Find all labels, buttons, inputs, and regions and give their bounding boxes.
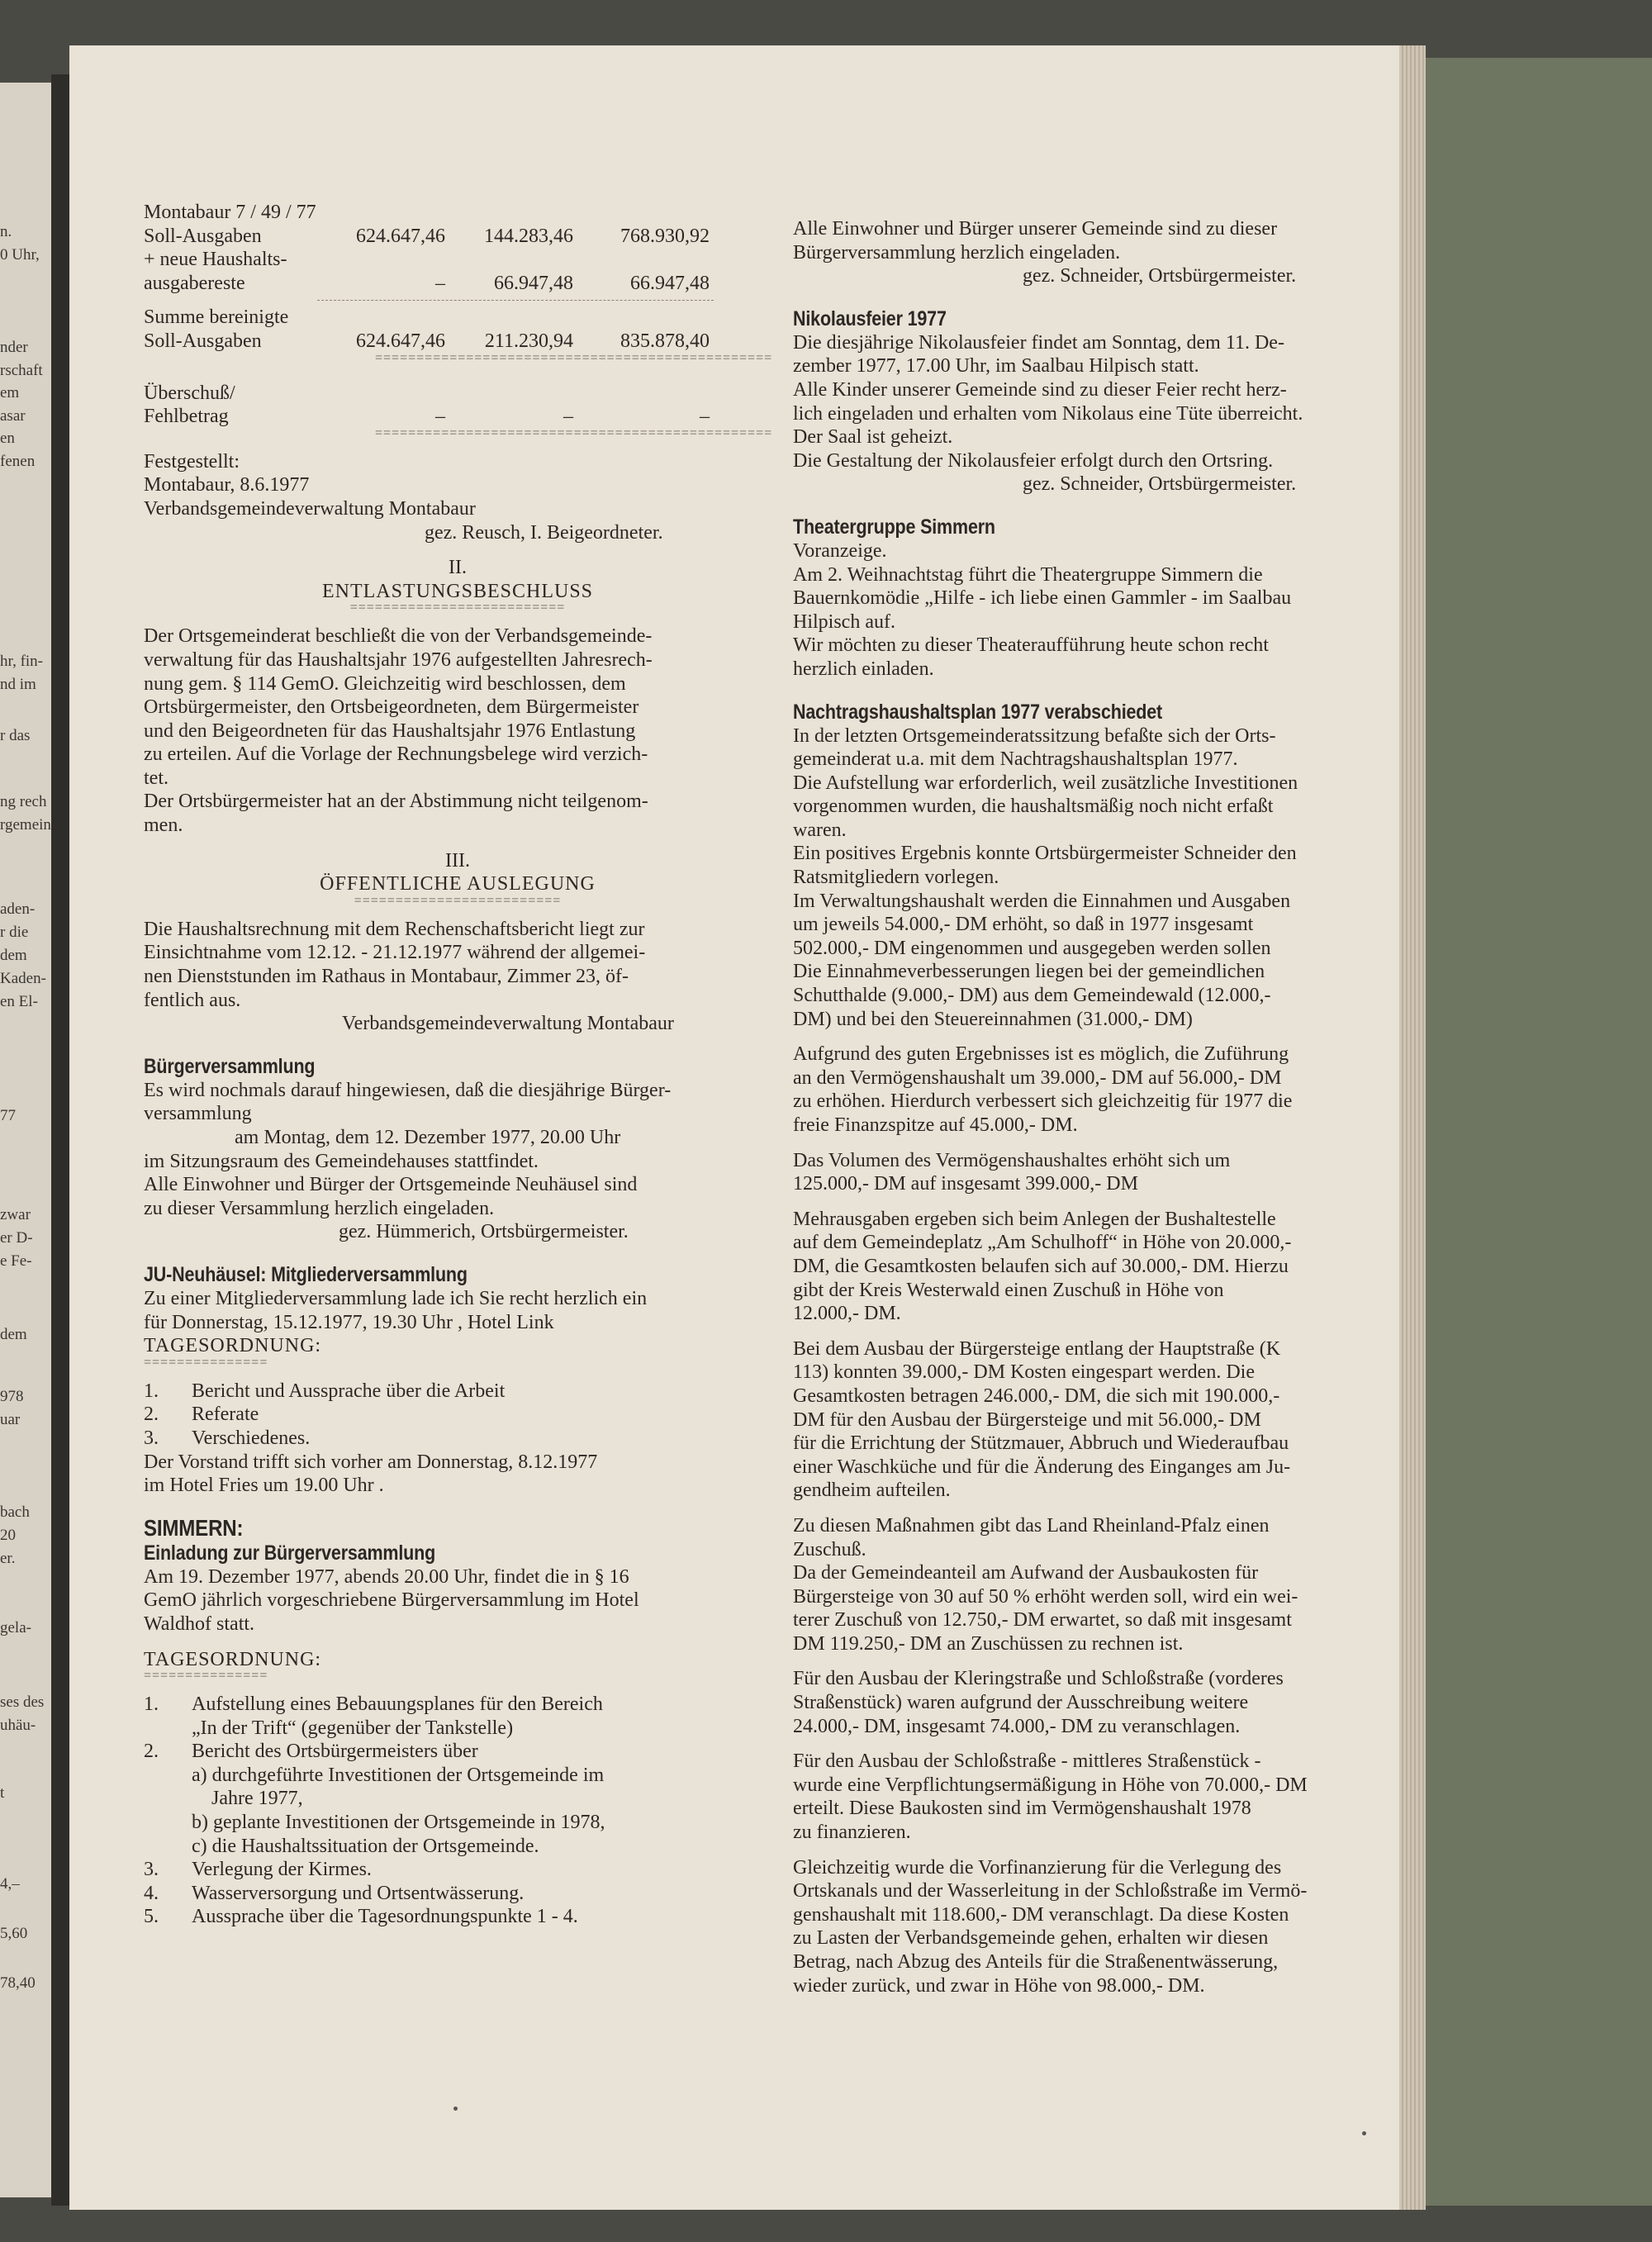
nachtrag-line: freie Finanzspitze auf 45.000,- DM. bbox=[793, 1114, 1078, 1136]
simmern-agenda-item bbox=[144, 1811, 771, 1835]
theater-line: Bauernkomödie „Hilfe - ich liebe einen Gammler - im Saalbau bbox=[793, 587, 1292, 610]
festgestellt-label: Festgestellt: bbox=[144, 450, 240, 473]
previous-page-fragment: 20 bbox=[0, 1527, 16, 1544]
auslegung-text bbox=[144, 918, 771, 1012]
ju-agenda-title: TAGESORDNUNG: bbox=[144, 1335, 322, 1357]
finance-row-value: 144.283,46 bbox=[484, 225, 573, 247]
nikolaus-text bbox=[793, 331, 1404, 473]
entlastung-line: Der Ortsgemeinderat beschließt die von der Verbandsgemeinde- bbox=[144, 625, 653, 648]
simmern-agenda-item bbox=[144, 1717, 771, 1741]
finance-row-label: Soll-Ausgaben bbox=[144, 225, 262, 247]
right-top-line: Alle Einwohner und Bürger unserer Gemeinde sind zu dieser bbox=[793, 218, 1278, 240]
previous-page-fragment: 5,60 bbox=[0, 1925, 28, 1942]
entlastung-line: und den Beigeordneten für das Haushaltsjahr 1976 Entlastung bbox=[144, 720, 636, 742]
previous-page-fragment: 0 Uhr, bbox=[0, 246, 40, 264]
theater-line: Wir möchten zu dieser Theateraufführung heute schon recht bbox=[793, 634, 1269, 657]
agenda-item-text: Wasserversorgung und Ortsentwässerung. bbox=[192, 1882, 525, 1904]
speck-mark bbox=[1362, 2131, 1366, 2135]
right-top-signature: gez. Schneider, Ortsbürgermeister. bbox=[1023, 265, 1297, 287]
sum-value-3: 835.878,40 bbox=[620, 330, 710, 352]
nikolaus-line: lich eingeladen und erhalten vom Nikolaus eine Tüte überreicht. bbox=[793, 402, 1303, 425]
agenda-item-number: 2. bbox=[144, 1741, 159, 1763]
agenda-item-number bbox=[144, 1717, 192, 1741]
nachtrag-heading: Nachtragshaushaltsplan 1977 verabschiedet bbox=[793, 700, 1163, 724]
nachtrag-line: DM) und bei den Steuereinnahmen (31.000,- DM) bbox=[793, 1008, 1193, 1030]
previous-page-fragment: fenen bbox=[0, 453, 36, 470]
finance-header: Montabaur 7 / 49 / 77 bbox=[144, 202, 316, 223]
nachtrag-paragraph bbox=[793, 1043, 1404, 1137]
entlastung-title: ENTLASTUNGSBESCHLUSS bbox=[321, 580, 594, 602]
previous-page-fragment: 78,40 bbox=[0, 1974, 36, 1992]
nachtrag-paragraph bbox=[793, 724, 1404, 1032]
dashed-rule bbox=[317, 300, 714, 301]
simmern-agenda-item bbox=[144, 1858, 771, 1882]
finance-row-label: ausgabereste bbox=[144, 272, 245, 294]
nachtrag-line: auf dem Gemeindeplatz „Am Schulhoff“ in Höhe von 20.000,- bbox=[793, 1232, 1292, 1254]
nachtrag-line: Bürgersteige von 30 auf 50 % erhöht werden soll, wird ein wei- bbox=[793, 1585, 1298, 1608]
nachtrag-line: Straßenstück) waren aufgrund der Ausschreibung weitere bbox=[793, 1692, 1249, 1714]
surplus-label-2: Fehlbetrag bbox=[144, 406, 229, 428]
buergerversammlung-text-2 bbox=[144, 1150, 771, 1221]
book-gutter bbox=[51, 74, 69, 2206]
sum-value-1: 624.647,46 bbox=[356, 330, 445, 352]
nachtrag-line: gibt der Kreis Westerwald einen Zuschuß in Höhe von bbox=[793, 1279, 1224, 1301]
finance-row-value: 624.647,46 bbox=[356, 225, 445, 247]
previous-page-fragment: dem bbox=[0, 1326, 27, 1343]
simmern-agenda-item bbox=[144, 1787, 771, 1811]
book-cover bbox=[1426, 58, 1652, 2206]
nachtrag-line: zu erhöhen. Hierdurch verbessert sich gleichzeitig für 1977 die bbox=[793, 1090, 1293, 1113]
nachtrag-line: Im Verwaltungshaushalt werden die Einnahmen und Ausgaben bbox=[793, 890, 1291, 912]
nachtrag-line: Das Volumen des Vermögenshaushaltes erhöht sich um bbox=[793, 1149, 1231, 1171]
previous-page-fragment: Kaden- bbox=[0, 970, 46, 987]
agenda-item-number bbox=[144, 1835, 192, 1859]
nachtrag-paragraph bbox=[793, 1514, 1404, 1656]
festgestellt-signature: gez. Reusch, I. Beigeordneter. bbox=[425, 521, 663, 544]
previous-page-fragment: nder bbox=[0, 339, 28, 356]
double-rule: ================================================ bbox=[375, 425, 773, 440]
agenda-item-text: Verlegung der Kirmes. bbox=[192, 1859, 372, 1881]
nachtrag-line: Betrag, nach Abzug des Anteils für die Straßenentwässerung, bbox=[793, 1951, 1279, 1973]
nachtrag-line: wieder zurück, und zwar in Höhe von 98.000,- DM. bbox=[793, 1974, 1205, 1997]
agenda-item-text: Aussprache über die Tagesordnungspunkte 1 - 4. bbox=[192, 1906, 578, 1928]
agenda-item-number: 3. bbox=[144, 1859, 159, 1881]
nikolaus-heading: Nikolausfeier 1977 bbox=[793, 306, 947, 330]
agenda-item-number: 1. bbox=[144, 1693, 159, 1716]
nikolaus-line: zember 1977, 17.00 Uhr, im Saalbau Hilpisch statt. bbox=[793, 355, 1199, 378]
previous-page-fragment: hr, fin- bbox=[0, 653, 43, 670]
nachtrag-line: 113) konnten 39.000,- DM Kosten eingespart werden. Die bbox=[793, 1361, 1255, 1384]
agenda-item-text: a) durchgeführte Investitionen der Ortsgemeinde im bbox=[192, 1764, 605, 1786]
double-rule: ================================================ bbox=[375, 350, 773, 365]
finance-surplus-table bbox=[144, 382, 710, 429]
nachtrag-line: DM 119.250,- DM an Zuschüssen zu rechnen ist. bbox=[793, 1632, 1184, 1655]
nachtrag-text bbox=[793, 724, 1404, 1998]
ju-agenda-list bbox=[144, 1380, 771, 1451]
entlastung-line: Der Ortsbürgermeister hat an der Abstimmung nicht teilgenom- bbox=[144, 791, 648, 813]
simmern-agenda-title: TAGESORDNUNG: bbox=[144, 1648, 322, 1670]
previous-page-fragment: r das bbox=[0, 727, 31, 744]
entlastung-text bbox=[144, 625, 771, 837]
ju-agenda-item bbox=[144, 1427, 771, 1451]
nachtrag-line: Für den Ausbau der Kleringstraße und Schloßstraße (vorderes bbox=[793, 1668, 1284, 1690]
agenda-item-number bbox=[144, 1787, 192, 1811]
previous-page-fragment: gela- bbox=[0, 1619, 31, 1636]
agenda-item-text: Bericht des Ortsbürgermeisters über bbox=[192, 1741, 478, 1763]
agenda-item-number bbox=[144, 1764, 192, 1788]
auslegung-rule: ========================= bbox=[354, 893, 562, 908]
previous-page-fragment: 77 bbox=[0, 1107, 16, 1124]
nikolaus-line: Der Saal ist geheizt. bbox=[793, 426, 953, 449]
simmern-agenda-rule: =============== bbox=[144, 1669, 268, 1684]
auslegung-line: Einsichtnahme vom 12.12. - 21.12.1977 während der allgemei- bbox=[144, 942, 646, 964]
previous-page-fragment: e Fe- bbox=[0, 1252, 32, 1270]
nikolaus-signature: gez. Schneider, Ortsbürgermeister. bbox=[1023, 473, 1297, 496]
nachtrag-line: genshaushalt mit 118.600,- DM veranschlagt. Da diese Kosten bbox=[793, 1903, 1289, 1926]
theater-text bbox=[793, 539, 1404, 682]
right-top-text bbox=[793, 217, 1404, 264]
left-column bbox=[144, 201, 771, 1929]
nachtrag-line: Für den Ausbau der Schloßstraße - mittleres Straßenstück - bbox=[793, 1750, 1261, 1773]
previous-page-fragment: zwar bbox=[0, 1206, 31, 1223]
theater-line: Am 2. Weihnachtstag führt die Theatergruppe Simmern die bbox=[793, 563, 1263, 586]
agenda-item-text: b) geplante Investitionen der Ortsgemeinde in 1978, bbox=[192, 1812, 605, 1834]
previous-page-fragment: rschaft bbox=[0, 362, 43, 379]
theater-line: herzlich einladen. bbox=[793, 658, 934, 680]
previous-page-fragment: en bbox=[0, 430, 15, 447]
finance-row-value: 66.947,48 bbox=[630, 272, 710, 294]
nachtrag-line: DM, die Gesamtkosten belaufen sich auf 30.000,- DM. Hierzu bbox=[793, 1255, 1289, 1277]
nachtrag-line: für die Errichtung der Stützmauer, Abbruch und Wiederaufbau bbox=[793, 1432, 1289, 1455]
ju-heading: JU-Neuhäusel: Mitgliederversammlung bbox=[144, 1262, 468, 1286]
nachtrag-line: Gleichzeitig wurde die Vorfinanzierung für die Verlegung des bbox=[793, 1856, 1282, 1879]
nachtrag-line: einer Waschküche und für die Änderung des Einganges am Ju- bbox=[793, 1456, 1291, 1478]
nachtrag-line: 24.000,- DM, insgesamt 74.000,- DM zu veranschlagen. bbox=[793, 1715, 1241, 1737]
section-numeral-iii: III. bbox=[445, 849, 470, 872]
simmern-agenda-item bbox=[144, 1693, 771, 1717]
sum-value-2: 211.230,94 bbox=[484, 330, 573, 352]
previous-page-fragment: uhäu- bbox=[0, 1717, 36, 1734]
nachtrag-paragraph bbox=[793, 1337, 1404, 1503]
finance-row-value bbox=[573, 248, 710, 272]
nachtrag-line: In der letzten Ortsgemeinderatssitzung befaßte sich der Orts- bbox=[793, 724, 1276, 747]
entlastung-rule: ========================== bbox=[349, 601, 566, 615]
simmern-agenda-item bbox=[144, 1835, 771, 1859]
simmern-line: GemO jährlich vorgeschriebene Bürgerversammlung im Hotel bbox=[144, 1589, 639, 1612]
right-column bbox=[793, 217, 1404, 1997]
nachtrag-paragraph bbox=[793, 1750, 1404, 1844]
previous-page-fragment: er. bbox=[0, 1550, 16, 1567]
nachtrag-line: Die Aufstellung war erforderlich, weil zusätzliche Investitionen bbox=[793, 772, 1298, 794]
nachtrag-line: erteilt. Diese Baukosten sind im Vermögenshaushalt 1978 bbox=[793, 1798, 1251, 1820]
agenda-item-text: c) die Haushaltssituation der Ortsgemeinde. bbox=[192, 1835, 539, 1857]
simmern-agenda-item bbox=[144, 1764, 771, 1788]
buergerversammlung-line: versammlung bbox=[144, 1103, 252, 1125]
agenda-item-text: Aufstellung eines Bebauungsplanes für den Bereich bbox=[192, 1693, 603, 1716]
finance-row bbox=[144, 272, 710, 296]
nikolaus-line: Die Gestaltung der Nikolausfeier erfolgt durch den Ortsring. bbox=[793, 449, 1274, 472]
agenda-item-text: Jahre 1977, bbox=[192, 1788, 303, 1810]
nachtrag-paragraph bbox=[793, 1208, 1404, 1326]
buergerversammlung-line: Es wird nochmals darauf hingewiesen, daß die diesjährige Bürger- bbox=[144, 1079, 672, 1101]
nachtrag-line: Mehrausgaben ergeben sich beim Anlegen der Bushaltestelle bbox=[793, 1208, 1276, 1230]
nachtrag-line: wurde eine Verpflichtungsermäßigung in Höhe von 70.000,- DM bbox=[793, 1774, 1308, 1796]
ju-line: im Hotel Fries um 19.00 Uhr . bbox=[144, 1475, 384, 1497]
nachtrag-line: Die Einnahmeverbesserungen liegen bei der gemeindlichen bbox=[793, 961, 1265, 983]
finance-row-label: + neue Haushalts- bbox=[144, 249, 287, 271]
right-top-line: Bürgerversammlung herzlich eingeladen. bbox=[793, 241, 1121, 264]
finance-table bbox=[144, 225, 710, 296]
previous-page-fragment: nd im bbox=[0, 676, 36, 693]
previous-page-fragment: uar bbox=[0, 1411, 21, 1428]
previous-page-fragment: dem bbox=[0, 947, 27, 964]
nachtrag-line: Ein positives Ergebnis konnte Ortsbürgermeister Schneider den bbox=[793, 843, 1297, 865]
nachtrag-line: Ratsmitgliedern vorlegen. bbox=[793, 867, 999, 889]
ju-line: Zu einer Mitgliederversammlung lade ich Sie recht herzlich ein bbox=[144, 1287, 648, 1309]
entlastung-line: nung gem. § 114 GemO. Gleichzeitig wird beschlossen, dem bbox=[144, 672, 626, 695]
sum-label-2: Soll-Ausgaben bbox=[144, 330, 262, 352]
agenda-item-number: 2. bbox=[144, 1404, 159, 1426]
theater-line: Voranzeige. bbox=[793, 539, 887, 562]
nikolaus-line: Alle Kinder unserer Gemeinde sind zu dieser Feier recht herz- bbox=[793, 378, 1287, 401]
agenda-item-number: 4. bbox=[144, 1882, 159, 1904]
nachtrag-line: zu Lasten der Verbandsgemeinde gehen, erhalten wir diesen bbox=[793, 1927, 1269, 1950]
ju-line: Der Vorstand trifft sich vorher am Donnerstag, 8.12.1977 bbox=[144, 1451, 598, 1473]
nachtrag-line: 12.000,- DM. bbox=[793, 1303, 901, 1325]
finance-row bbox=[144, 225, 710, 249]
ju-agenda-rule: =============== bbox=[144, 1355, 268, 1370]
finance-row-value bbox=[445, 248, 573, 272]
finance-row bbox=[144, 248, 710, 272]
finance-row-value bbox=[317, 248, 445, 272]
previous-page-fragment: aden- bbox=[0, 900, 36, 918]
previous-page-edge bbox=[0, 83, 51, 2197]
previous-page-fragment: em bbox=[0, 384, 20, 401]
previous-page-fragment: en El- bbox=[0, 993, 38, 1010]
simmern-heading: SIMMERN: bbox=[144, 1514, 244, 1541]
simmern-agenda-item bbox=[144, 1882, 771, 1906]
ju-agenda-item bbox=[144, 1403, 771, 1427]
nachtrag-line: gendheim aufteilen. bbox=[793, 1480, 951, 1502]
buergerversammlung-signature: gez. Hümmerich, Ortsbürgermeister. bbox=[339, 1221, 629, 1243]
simmern-line: Waldhof statt. bbox=[144, 1613, 255, 1635]
theater-line: Hilpisch auf. bbox=[793, 610, 895, 633]
agenda-item-text: Verschiedenes. bbox=[192, 1427, 311, 1449]
nachtrag-line: um jeweils 54.000,- DM erhöht, so daß in 1977 insgesamt bbox=[793, 914, 1254, 936]
simmern-agenda-item bbox=[144, 1905, 771, 1929]
agenda-item-text: Bericht und Aussprache über die Arbeit bbox=[192, 1380, 506, 1402]
entlastung-line: Ortsbürgermeister, den Ortsbeigeordneten, dem Bürgermeister bbox=[144, 696, 639, 719]
theater-heading: Theatergruppe Simmern bbox=[793, 515, 995, 539]
previous-page-fragment: n. bbox=[0, 223, 12, 240]
nachtrag-paragraph bbox=[793, 1149, 1404, 1196]
auslegung-line: fentlich aus. bbox=[144, 989, 241, 1011]
entlastung-line: verwaltung für das Haushaltsjahr 1976 aufgestellten Jahresrech- bbox=[144, 648, 653, 671]
nachtrag-line: gemeinderat u.a. mit dem Nachtragshaushaltsplan 1977. bbox=[793, 748, 1238, 771]
previous-page-fragment: er D- bbox=[0, 1229, 33, 1247]
finance-row-value: 66.947,48 bbox=[494, 272, 573, 294]
previous-page-fragment: rgemein bbox=[0, 816, 51, 834]
nikolaus-line: Die diesjährige Nikolausfeier findet am Sonntag, dem 11. De- bbox=[793, 331, 1284, 354]
ju-text bbox=[144, 1287, 771, 1334]
previous-page-fragment: asar bbox=[0, 407, 26, 425]
buergerversammlung-line: Alle Einwohner und Bürger der Ortsgemeinde Neuhäusel sind bbox=[144, 1174, 638, 1196]
previous-page-fragment: ng rech bbox=[0, 793, 47, 810]
surplus-value-3: – bbox=[700, 406, 710, 428]
nachtrag-line: an den Vermögenshaushalt um 39.000,- DM auf 56.000,- DM bbox=[793, 1066, 1282, 1089]
auslegung-line: nen Dienststunden im Rathaus in Montabaur, Zimmer 23, öf- bbox=[144, 966, 629, 988]
speck-mark bbox=[453, 2107, 458, 2111]
finance-row-value: – bbox=[435, 272, 445, 294]
agenda-item-number: 3. bbox=[144, 1427, 159, 1449]
document-page bbox=[69, 45, 1399, 2210]
nachtrag-line: Bei dem Ausbau der Bürgersteige entlang der Hauptstraße (K bbox=[793, 1337, 1281, 1360]
nachtrag-line: Schutthalde (9.000,- DM) aus dem Gemeindewald (12.000,- bbox=[793, 985, 1271, 1007]
nachtrag-line: vorgenommen wurden, die haushaltsmäßig noch nicht erfaßt bbox=[793, 796, 1274, 818]
simmern-agenda-list bbox=[144, 1693, 771, 1929]
nachtrag-paragraph bbox=[793, 1856, 1404, 1998]
entlastung-line: men. bbox=[144, 815, 183, 837]
nachtrag-line: Gesamtkosten betragen 246.000,- DM, die sich mit 190.000,- bbox=[793, 1385, 1280, 1407]
surplus-value-1: – bbox=[435, 406, 445, 428]
entlastung-line: zu erteilen. Auf die Vorlage der Rechnungsbelege wird verzich- bbox=[144, 743, 648, 766]
agenda-item-number: 1. bbox=[144, 1380, 159, 1402]
nachtrag-line: Zuschuß. bbox=[793, 1538, 866, 1560]
agenda-item-text: Referate bbox=[192, 1404, 259, 1426]
festgestellt-date: Montabaur, 8.6.1977 bbox=[144, 474, 310, 496]
sum-label-1: Summe bereinigte bbox=[144, 306, 289, 329]
buergerversammlung-date: am Montag, dem 12. Dezember 1977, 20.00 Uhr bbox=[235, 1127, 621, 1148]
surplus-label-1: Überschuß/ bbox=[144, 382, 235, 404]
finance-row-value: 768.930,92 bbox=[620, 225, 710, 247]
nachtrag-line: DM für den Ausbau der Bürgersteige und mit 56.000,- DM bbox=[793, 1408, 1261, 1431]
previous-page-fragment: bach bbox=[0, 1503, 30, 1521]
nachtrag-line: waren. bbox=[793, 819, 847, 841]
festgestellt-authority: Verbandsgemeindeverwaltung Montabaur bbox=[144, 497, 476, 520]
simmern-text bbox=[144, 1565, 771, 1636]
previous-page-fragment: 978 bbox=[0, 1388, 24, 1405]
nachtrag-line: Aufgrund des guten Ergebnisses ist es möglich, die Zuführung bbox=[793, 1043, 1289, 1066]
agenda-item-number: 5. bbox=[144, 1906, 159, 1928]
previous-page-fragment: 4,– bbox=[0, 1875, 20, 1893]
previous-page-fragment: ses des bbox=[0, 1693, 45, 1711]
auslegung-title: ÖFFENTLICHE AUSLEGUNG bbox=[320, 873, 596, 895]
buergerversammlung-line: zu dieser Versammlung herzlich eingeladen. bbox=[144, 1197, 495, 1219]
entlastung-line: tet. bbox=[144, 767, 169, 789]
simmern-subheading: Einladung zur Bürgerversammlung bbox=[144, 1541, 436, 1565]
previous-page-fragment: t bbox=[0, 1784, 5, 1802]
ju-text-after bbox=[144, 1451, 771, 1498]
nachtrag-line: Da der Gemeindeanteil am Aufwand der Ausbaukosten für bbox=[793, 1562, 1259, 1584]
simmern-line: Am 19. Dezember 1977, abends 20.00 Uhr, findet die in § 16 bbox=[144, 1565, 629, 1588]
nachtrag-line: terer Zuschuß von 12.750,- DM erwartet, so daß mit insgesamt bbox=[793, 1609, 1292, 1632]
nachtrag-line: 125.000,- DM auf insgesamt 399.000,- DM bbox=[793, 1173, 1138, 1195]
nachtrag-line: 502.000,- DM eingenommen und ausgegeben werden sollen bbox=[793, 937, 1271, 959]
nachtrag-line: zu finanzieren. bbox=[793, 1822, 911, 1844]
previous-page-fragment: r die bbox=[0, 924, 29, 941]
section-numeral-ii: II. bbox=[449, 557, 467, 579]
buergerversammlung-text bbox=[144, 1079, 771, 1126]
auslegung-line: Die Haushaltsrechnung mit dem Rechenschaftsbericht liegt zur bbox=[144, 918, 645, 940]
ju-agenda-item bbox=[144, 1380, 771, 1404]
agenda-item-text: „In der Trift“ (gegenüber der Tankstelle) bbox=[192, 1717, 514, 1739]
ju-line: für Donnerstag, 15.12.1977, 19.30 Uhr , Hotel Link bbox=[144, 1311, 554, 1333]
buergerversammlung-line: im Sitzungsraum des Gemeindehauses stattfindet. bbox=[144, 1150, 539, 1172]
auslegung-signature: Verbandsgemeindeverwaltung Montabaur bbox=[342, 1013, 674, 1035]
buergerversammlung-heading: Bürgerversammlung bbox=[144, 1054, 316, 1078]
agenda-item-number bbox=[144, 1811, 192, 1835]
nachtrag-paragraph bbox=[793, 1667, 1404, 1738]
simmern-agenda-item bbox=[144, 1740, 771, 1764]
nachtrag-line: Ortskanals und der Wasserleitung in der Schloßstraße im Vermö- bbox=[793, 1880, 1308, 1902]
finance-sum-table bbox=[144, 306, 710, 353]
nachtrag-line: Zu diesen Maßnahmen gibt das Land Rheinland-Pfalz einen bbox=[793, 1514, 1270, 1537]
surplus-value-2: – bbox=[563, 406, 573, 428]
